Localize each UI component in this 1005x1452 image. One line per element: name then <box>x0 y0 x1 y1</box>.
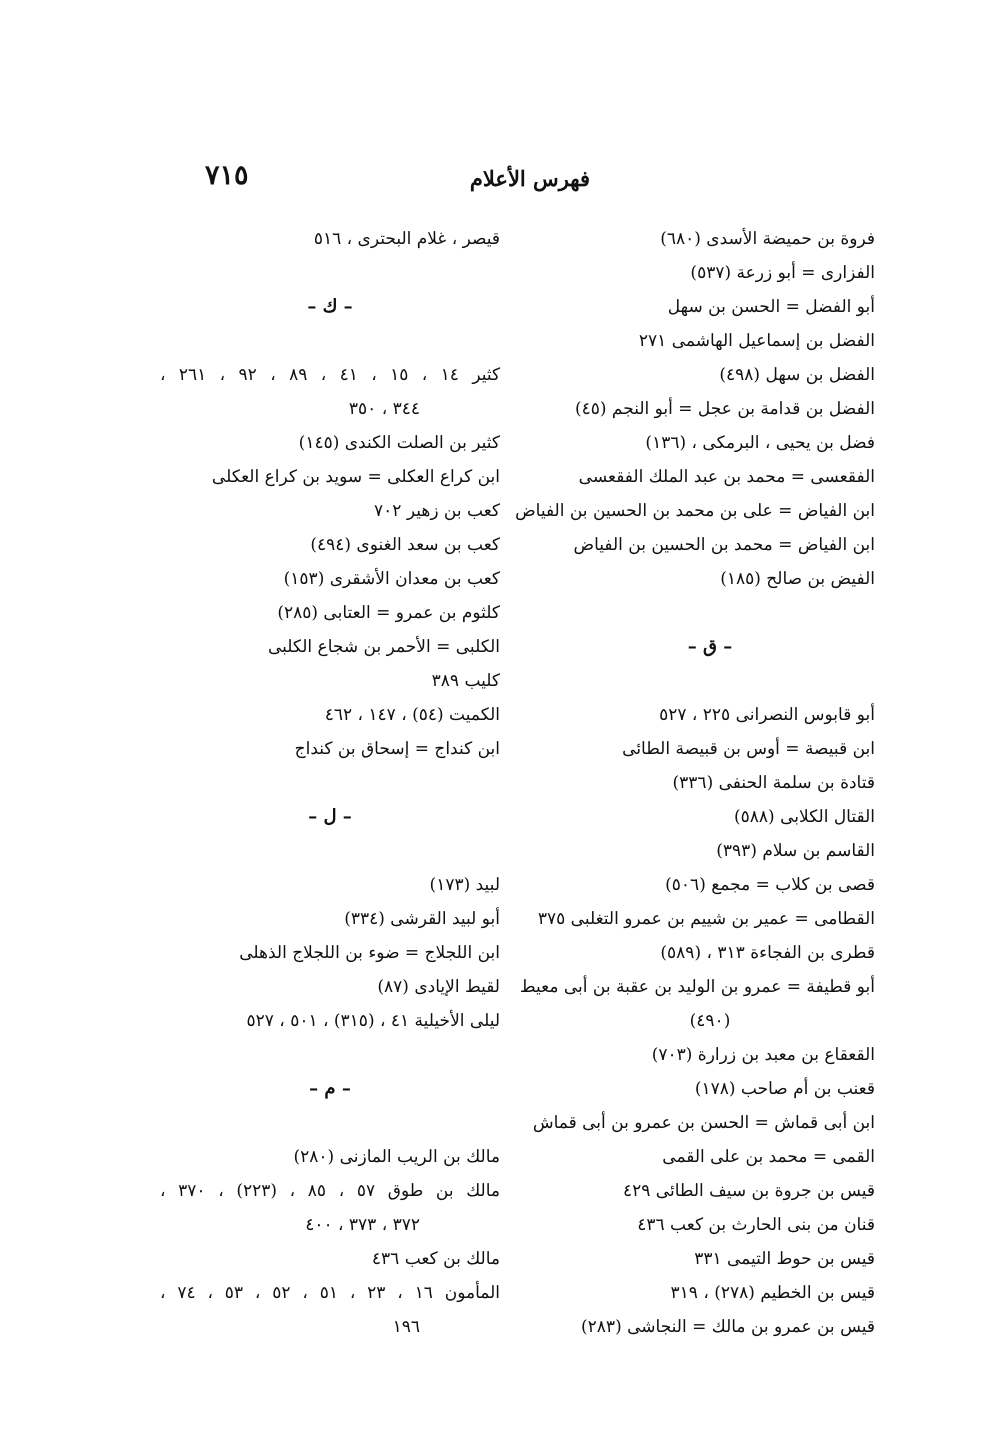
index-entry: قيس بن عمرو بن مالك = النجاشى (٢٨٣) <box>581 1317 875 1337</box>
index-entry: أبو قابوس النصرانى ٢٢٥ ، ٥٢٧ <box>659 705 875 725</box>
index-entry: الفقعسى = محمد بن عبد الملك الفقعسى <box>578 467 875 487</box>
index-entry: أبو قطيفة = عمرو بن الوليد بن عقبة بن أبى معيط <box>519 977 875 997</box>
index-entry: قطرى بن الفجاءة ٣١٣ ، (٥٨٩) <box>660 943 875 963</box>
index-entry: فضل بن يحيى ، البرمكى ، (١٣٦) <box>645 433 875 453</box>
index-entry: كثير ١٤ ، ١٥ ، ٤١ ، ٨٩ ، ٩٢ ، ٢٦١ ، <box>160 365 501 385</box>
index-entry: لبيد (١٧٣) <box>429 875 500 895</box>
index-entry: مالك بن الريب المازنى (٢٨٠) <box>293 1147 500 1167</box>
index-entry: الفزارى = أبو زرعة (٥٣٧) <box>690 263 875 283</box>
index-entry: كلثوم بن عمرو = العتابى (٢٨٥) <box>277 603 500 623</box>
index-entry: ابن كنداج = إسحاق بن كنداج <box>294 739 500 759</box>
page-number: ٧١٥ <box>205 160 249 191</box>
index-entry-continuation: ٣٧٢ ، ٣٧٣ ، ٤٠٠ <box>305 1215 420 1235</box>
index-entry: الفيض بن صالح (١٨٥) <box>720 569 875 589</box>
index-entry: كثير بن الصلت الكندى (١٤٥) <box>298 433 500 453</box>
index-entry: قيس بن الخطيم (٢٧٨) ، ٣١٩ <box>670 1283 875 1303</box>
index-entry: ابن اللجلاج = ضوء بن اللجلاج الذهلى <box>239 943 500 963</box>
index-column-left <box>160 222 500 1344</box>
index-entry-continuation: ٣٤٤ ، ٣٥٠ <box>348 399 420 419</box>
index-entry: مالك بن طوق ٥٧ ، ٨٥ ، (٢٢٣) ، ٣٧٠ ، <box>160 1181 501 1201</box>
index-entry: أبو الفضل = الحسن بن سهل <box>667 297 875 317</box>
index-entry: قنان من بنى الحارث بن كعب ٤٣٦ <box>637 1215 875 1235</box>
index-entry: قعنب بن أم صاحب (١٧٨) <box>694 1079 875 1099</box>
index-entry: القتال الكلابى (٥٨٨) <box>734 807 875 827</box>
index-entry: فروة بن حميضة الأسدى (٦٨٠) <box>660 229 875 249</box>
index-entry: المأمون ١٦ ، ٢٣ ، ٥١ ، ٥٢ ، ٥٣ ، ٧٤ ، <box>160 1283 501 1303</box>
index-entry: القطامى = عمير بن شييم بن عمرو التغلبى ٣٧٥ <box>537 909 875 929</box>
index-entry: ابن قبيصة = أوس بن قبيصة الطائى <box>622 739 875 759</box>
index-entry: قيس بن حوط التيمى ٣٣١ <box>694 1249 875 1269</box>
index-entry: قيس بن جروة بن سيف الطائى ٤٢٩ <box>622 1181 875 1201</box>
index-entry: ليلى الأخيلية ٤١ ، (٣١٥) ، ٥٠١ ، ٥٢٧ <box>246 1011 500 1031</box>
index-entry-continuation: ١٩٦ <box>392 1317 420 1337</box>
page-title: فهرس الأعلام <box>469 166 590 191</box>
index-entry: كعب بن معدان الأشقرى (١٥٣) <box>283 569 500 589</box>
section-heading-lam: – ل – <box>308 806 352 827</box>
index-entry: قصى بن كلاب = مجمع (٥٠٦) <box>665 875 875 895</box>
index-entry: كعب بن زهير ٧٠٢ <box>374 501 500 521</box>
index-entry: كعب بن سعد الغنوى (٤٩٤) <box>310 535 500 555</box>
index-entry: الفضل بن إسماعيل الهاشمى ٢٧١ <box>638 331 875 351</box>
index-entry: الكميت (٥٤) ، ١٤٧ ، ٤٦٢ <box>324 705 500 725</box>
index-entry: لقيط الإيادى (٨٧) <box>377 977 500 997</box>
index-entry-continuation: (٤٩٠) <box>689 1011 731 1031</box>
index-entry: الفضل بن قدامة بن عجل = أبو النجم (٤٥) <box>574 399 875 419</box>
section-heading-qaf: – ق – <box>687 636 733 657</box>
index-entry: القاسم بن سلام (٣٩٣) <box>716 841 875 861</box>
index-entry: أبو لبيد القرشى (٣٣٤) <box>344 909 500 929</box>
index-entry: ابن كراع العكلى = سويد بن كراع العكلى <box>211 467 500 487</box>
section-heading-mim: – م – <box>309 1078 351 1099</box>
section-heading-kaf: – ك – <box>307 296 353 317</box>
index-entry: القعقاع بن معبد بن زرارة (٧٠٣) <box>651 1045 875 1065</box>
index-entry: قيصر ، غلام البحترى ، ٥١٦ <box>313 229 500 249</box>
index-entry: الفضل بن سهل (٤٩٨) <box>719 365 875 385</box>
index-entry: مالك بن كعب ٤٣٦ <box>371 1249 500 1269</box>
page-header <box>0 160 1005 200</box>
index-entry: القمى = محمد بن على القمى <box>662 1147 875 1167</box>
index-column-right <box>515 222 875 1344</box>
index-entry: قتادة بن سلمة الحنفى (٣٣٦) <box>672 773 875 793</box>
index-entry: ابن الفياض = على بن محمد بن الحسين بن الفياض <box>515 501 875 521</box>
index-entry: ابن الفياض = محمد بن الحسين بن الفياض <box>573 535 875 555</box>
index-entry: ابن أبى قماش = الحسن بن عمرو بن أبى قماش <box>532 1113 875 1133</box>
index-entry: الكلبى = الأحمر بن شجاع الكلبى <box>267 637 500 657</box>
index-entry: كليب ٣٨٩ <box>431 671 500 691</box>
